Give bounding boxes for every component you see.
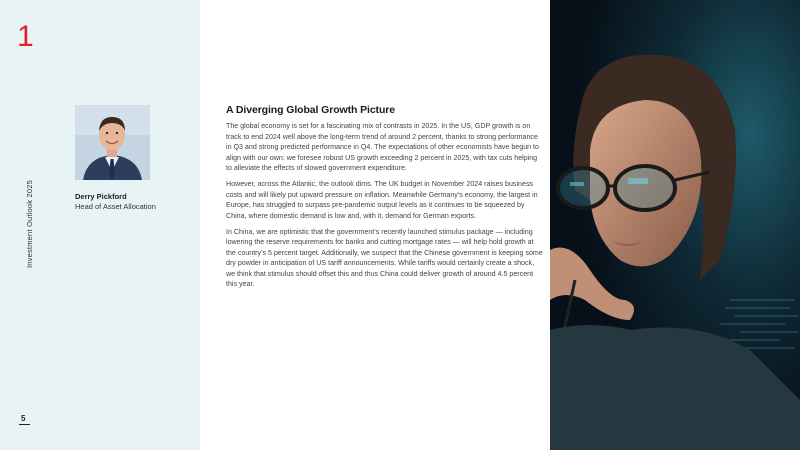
- hero-photo-woman-with-glasses: [550, 0, 800, 450]
- chapter-number: 1: [17, 20, 34, 53]
- author-name: Derry Pickford: [75, 192, 127, 201]
- page-number-underline: [19, 424, 30, 425]
- author-job-title: Head of Asset Allocation: [75, 202, 156, 211]
- article-heading: A Diverging Global Growth Picture: [226, 104, 395, 116]
- publication-title-vertical: Investment Outlook 2025: [25, 180, 34, 268]
- article-paragraph: The global economy is set for a fascinating mix of contrasts in 2025. In the US, GDP growth is on track to end 2024 well above the long-term trend of around 2 percent, thanks to strong performance in Q3 and strong predicted performance in Q4. The expectations of other economists have begun to align with our own: we foresee robust US growth exceeding 2 percent in 2025, with tax cuts helping to alleviate the effects of slowed government expenditure.: [226, 122, 539, 172]
- article-paragraph: However, across the Atlantic, the outlook dims. The UK budget in November 2024 raises business costs and will likely put upward pressure on inflation. Meanwhile Germany’s economy, the largest in Europe, has struggled to surpass pre-pandemic output levels as it continues to be squeezed by China, where domestic demand is low and, with it, demand for German exports.: [226, 180, 538, 220]
- author-portrait-photo: [75, 105, 150, 180]
- article-body: [226, 121, 544, 295]
- article-paragraph: In China, we are optimistic that the government’s recently launched stimulus package — including lowering the reserve requirements for banks and cutting mortgage rates — will help hold growth at the country’s 5 percent target. Additionally, we suspect that the Chinese government is keeping some dry powder in anticipation of US tariff announcements. While tariffs would certainly create a shock, we think that stimulus should offset this and thus China could deliver growth of around 4.5 percent this year.: [226, 227, 543, 288]
- page-number: 5: [21, 414, 26, 423]
- left-sidebar-panel: [0, 0, 200, 450]
